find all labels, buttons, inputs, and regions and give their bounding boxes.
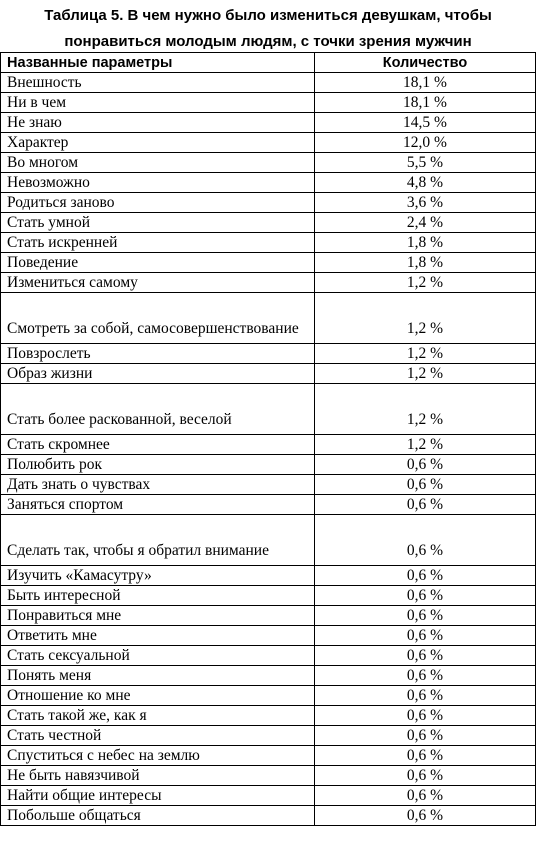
quantity-cell: 0,6 % bbox=[315, 586, 536, 606]
table-row bbox=[1, 273, 536, 293]
quantity-cell: 0,6 % bbox=[315, 726, 536, 746]
parameter-cell: Не быть навязчивой bbox=[1, 766, 315, 786]
parameter-cell: Смотреть за собой, самосовершенствование bbox=[1, 293, 315, 344]
table-row bbox=[1, 193, 536, 213]
parameter-cell: Заняться спортом bbox=[1, 495, 315, 515]
table-caption bbox=[0, 0, 536, 52]
table-row bbox=[1, 435, 536, 455]
quantity-cell: 5,5 % bbox=[315, 153, 536, 173]
quantity-cell: 0,6 % bbox=[315, 455, 536, 475]
table-row bbox=[1, 746, 536, 766]
table-row bbox=[1, 253, 536, 273]
table-row bbox=[1, 384, 536, 435]
quantity-cell: 0,6 % bbox=[315, 786, 536, 806]
parameter-cell: Повзрослеть bbox=[1, 344, 315, 364]
parameter-cell: Ответить мне bbox=[1, 626, 315, 646]
table-row bbox=[1, 73, 536, 93]
parameter-cell: Дать знать о чувствах bbox=[1, 475, 315, 495]
quantity-cell: 2,4 % bbox=[315, 213, 536, 233]
parameter-cell: Стать честной bbox=[1, 726, 315, 746]
parameter-cell: Спуститься с небес на землю bbox=[1, 746, 315, 766]
parameter-cell: Быть интересной bbox=[1, 586, 315, 606]
quantity-cell: 1,8 % bbox=[315, 253, 536, 273]
quantity-cell: 0,6 % bbox=[315, 566, 536, 586]
parameter-cell: Сделать так, чтобы я обратил внимание bbox=[1, 515, 315, 566]
quantity-cell: 0,6 % bbox=[315, 495, 536, 515]
parameter-cell: Внешность bbox=[1, 73, 315, 93]
quantity-cell: 1,2 % bbox=[315, 344, 536, 364]
table-row bbox=[1, 93, 536, 113]
quantity-cell: 0,6 % bbox=[315, 806, 536, 826]
quantity-cell: 0,6 % bbox=[315, 475, 536, 495]
quantity-cell: 18,1 % bbox=[315, 93, 536, 113]
table-caption-line-1: Таблица 5. В чем нужно было измениться девушкам, чтобы bbox=[44, 7, 492, 24]
parameter-cell: Изучить «Камасутру» bbox=[1, 566, 315, 586]
parameter-cell: Полюбить рок bbox=[1, 455, 315, 475]
parameter-cell: Образ жизни bbox=[1, 364, 315, 384]
table-row bbox=[1, 646, 536, 666]
quantity-cell: 0,6 % bbox=[315, 646, 536, 666]
parameter-cell: Во многом bbox=[1, 153, 315, 173]
quantity-cell: 0,6 % bbox=[315, 706, 536, 726]
quantity-cell: 3,6 % bbox=[315, 193, 536, 213]
quantity-cell: 1,2 % bbox=[315, 293, 536, 344]
table-row bbox=[1, 786, 536, 806]
parameter-cell: Отношение ко мне bbox=[1, 686, 315, 706]
table-header-row bbox=[1, 53, 536, 73]
table-row bbox=[1, 666, 536, 686]
quantity-cell: 0,6 % bbox=[315, 606, 536, 626]
table-row bbox=[1, 364, 536, 384]
parameter-cell: Ни в чем bbox=[1, 93, 315, 113]
parameter-cell: Стать такой же, как я bbox=[1, 706, 315, 726]
table-row bbox=[1, 233, 536, 253]
quantity-cell: 0,6 % bbox=[315, 666, 536, 686]
quantity-cell: 1,2 % bbox=[315, 435, 536, 455]
parameter-cell: Стать скромнее bbox=[1, 435, 315, 455]
parameter-cell: Не знаю bbox=[1, 113, 315, 133]
survey-table bbox=[0, 52, 536, 826]
parameter-cell: Понять меня bbox=[1, 666, 315, 686]
table-row bbox=[1, 133, 536, 153]
parameter-cell: Невозможно bbox=[1, 173, 315, 193]
parameter-cell: Родиться заново bbox=[1, 193, 315, 213]
table-row bbox=[1, 455, 536, 475]
column-header-parameters: Названные параметры bbox=[1, 53, 315, 73]
table-row bbox=[1, 515, 536, 566]
quantity-cell: 0,6 % bbox=[315, 515, 536, 566]
quantity-cell: 0,6 % bbox=[315, 626, 536, 646]
quantity-cell: 1,2 % bbox=[315, 384, 536, 435]
parameter-cell: Стать сексуальной bbox=[1, 646, 315, 666]
quantity-cell: 0,6 % bbox=[315, 746, 536, 766]
table-row bbox=[1, 113, 536, 133]
parameter-cell: Измениться самому bbox=[1, 273, 315, 293]
table-row bbox=[1, 706, 536, 726]
quantity-cell: 0,6 % bbox=[315, 686, 536, 706]
table-row bbox=[1, 344, 536, 364]
parameter-cell: Характер bbox=[1, 133, 315, 153]
table-row bbox=[1, 475, 536, 495]
table-row bbox=[1, 626, 536, 646]
column-header-quantity: Количество bbox=[315, 53, 536, 73]
table-row bbox=[1, 153, 536, 173]
parameter-cell: Найти общие интересы bbox=[1, 786, 315, 806]
table-row bbox=[1, 726, 536, 746]
table-row bbox=[1, 686, 536, 706]
table-row bbox=[1, 606, 536, 626]
quantity-cell: 1,2 % bbox=[315, 273, 536, 293]
quantity-cell: 4,8 % bbox=[315, 173, 536, 193]
quantity-cell: 14,5 % bbox=[315, 113, 536, 133]
quantity-cell: 0,6 % bbox=[315, 766, 536, 786]
table-row bbox=[1, 293, 536, 344]
table-row bbox=[1, 566, 536, 586]
table-caption-line-2: понравиться молодым людям, с точки зрения мужчин bbox=[64, 33, 472, 50]
parameter-cell: Стать искренней bbox=[1, 233, 315, 253]
table-row bbox=[1, 766, 536, 786]
table-row bbox=[1, 173, 536, 193]
table-row bbox=[1, 586, 536, 606]
parameter-cell: Стать более раскованной, веселой bbox=[1, 384, 315, 435]
parameter-cell: Побольше общаться bbox=[1, 806, 315, 826]
parameter-cell: Стать умной bbox=[1, 213, 315, 233]
table-row bbox=[1, 806, 536, 826]
table-row bbox=[1, 213, 536, 233]
parameter-cell: Понравиться мне bbox=[1, 606, 315, 626]
parameter-cell: Поведение bbox=[1, 253, 315, 273]
quantity-cell: 18,1 % bbox=[315, 73, 536, 93]
table-row bbox=[1, 495, 536, 515]
quantity-cell: 1,8 % bbox=[315, 233, 536, 253]
quantity-cell: 1,2 % bbox=[315, 364, 536, 384]
quantity-cell: 12,0 % bbox=[315, 133, 536, 153]
